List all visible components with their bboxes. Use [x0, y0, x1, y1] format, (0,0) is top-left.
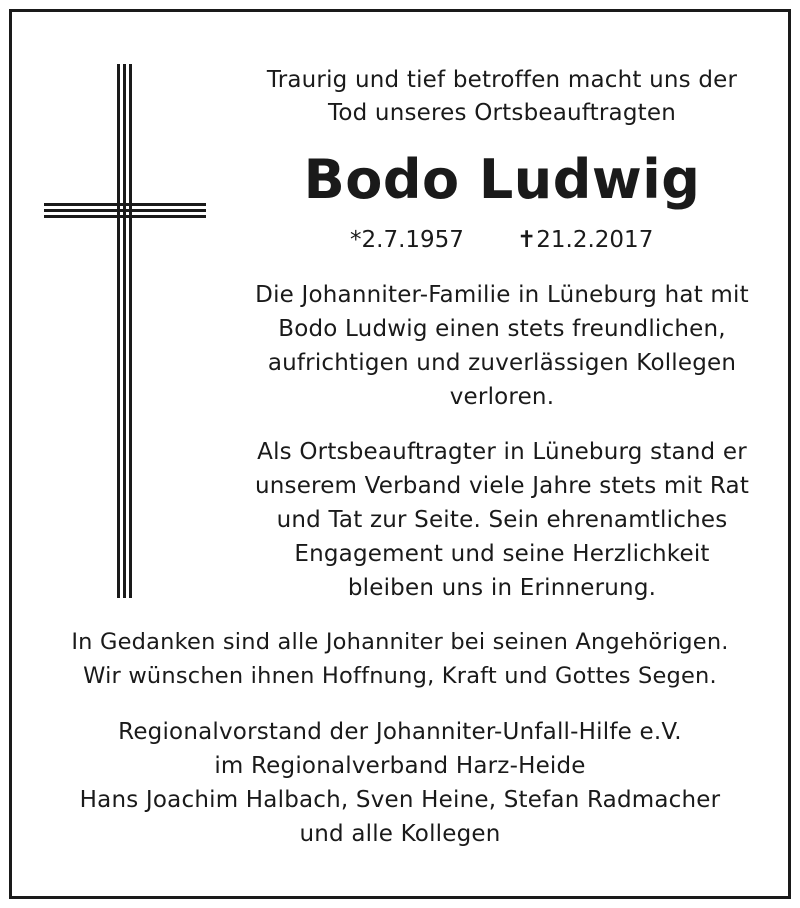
paragraph-line: Als Ortsbeauftragter in Lüneburg stand er	[257, 439, 747, 465]
paragraph-line: Engagement und seine Herzlichkeit	[294, 541, 710, 567]
paragraph-line: Bodo Ludwig einen stets freundlichen,	[278, 316, 726, 342]
condolence-line: Wir wünschen ihnen Hoffnung, Kraft und Gottes Segen.	[83, 663, 717, 689]
paragraph-line: und Tat zur Seite. Sein ehrenamtliches	[276, 507, 728, 533]
paragraph-line: bleiben uns in Erinnerung.	[347, 575, 657, 601]
condolence-line: In Gedanken sind alle Johanniter bei seinen Angehörigen.	[71, 629, 729, 655]
signature-line: Regionalvorstand der Johanniter-Unfall-Hilfe e.V.	[118, 719, 682, 745]
life-dates	[212, 224, 792, 256]
paragraph-line: aufrichtigen und zuverlässigen Kollegen	[267, 350, 737, 376]
paragraph-line: unserem Verband viele Jahre stets mit Rat	[254, 473, 750, 499]
deceased-name: Bodo Ludwig	[303, 148, 701, 211]
triple-line-cross-icon	[44, 64, 206, 598]
signature-line: im Regionalverband Harz-Heide	[214, 753, 586, 779]
birth-date: *2.7.1957	[350, 227, 464, 253]
paragraph-line: verloren.	[449, 384, 555, 410]
intro-line: Tod unseres Ortsbeauftragten	[328, 100, 676, 126]
signature-line: Hans Joachim Halbach, Sven Heine, Stefan Radmacher	[79, 787, 721, 813]
paragraph-line: Die Johanniter-Familie in Lüneburg hat mit	[255, 282, 749, 308]
death-date: ✝21.2.2017	[517, 227, 654, 253]
intro-line: Traurig und tief betroffen macht uns der	[266, 67, 738, 93]
signature-line: und alle Kollegen	[299, 821, 501, 847]
